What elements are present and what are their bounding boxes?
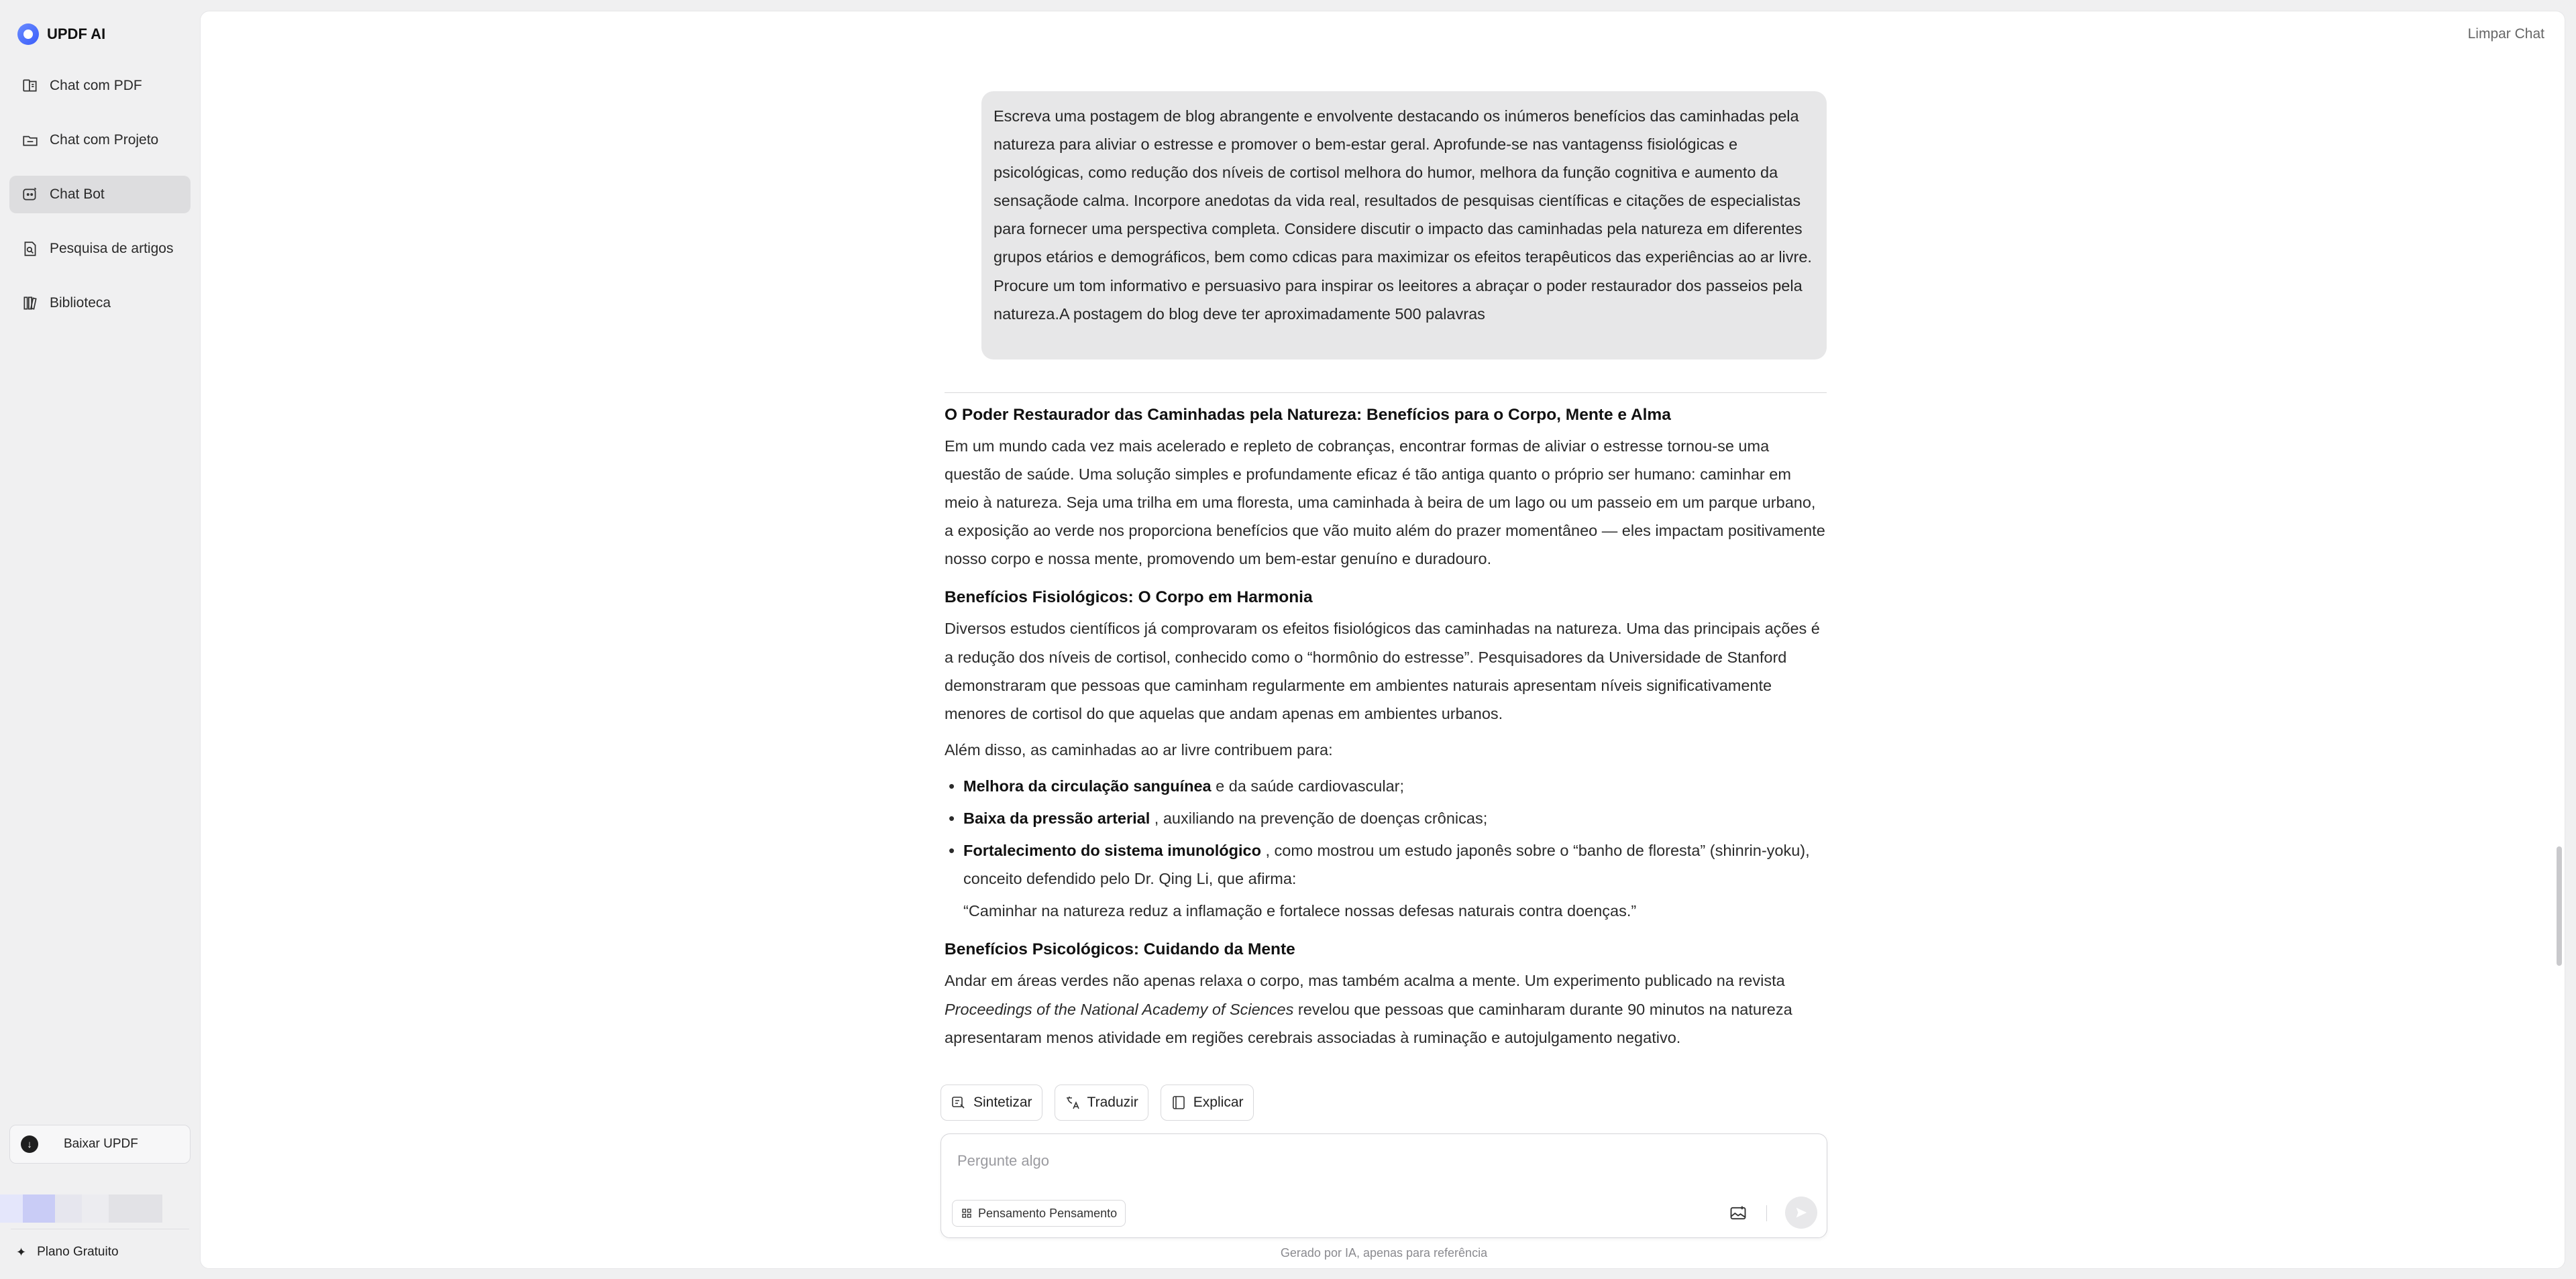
- ai-answer: [945, 398, 1829, 1060]
- sidebar-item-label: Biblioteca: [50, 295, 111, 311]
- section-heading: Benefícios Fisiológicos: O Corpo em Harmonia: [945, 588, 1313, 607]
- plan-link[interactable]: [16, 1245, 119, 1260]
- scrollbar[interactable]: [2557, 846, 2562, 966]
- list-item: • Melhora da circulação sanguínea e da saúde cardiovascular;: [945, 772, 1829, 800]
- sparkle-icon: ✦: [16, 1245, 27, 1259]
- send-icon: [1794, 1205, 1809, 1220]
- download-icon: ↓: [21, 1135, 38, 1153]
- list-item: • Fortalecimento do sistema imunológico , como mostrou um estudo japonês sobre o “banho de floresta” (shinrin-yoku), conceito defendido pelo Dr. Qing Li, que afirma:: [945, 836, 1829, 893]
- sidebar-item-library[interactable]: [9, 284, 191, 322]
- document-search-icon: [21, 240, 39, 258]
- library-icon: [21, 294, 39, 312]
- answer-paragraph: Andar em áreas verdes não apenas relaxa o corpo, mas também acalma a mente. Um experimento publicado na revista Proceedings of the National Academy of Sciences revelou que pessoas que caminharam durante 90 minutos na natureza apresentaram menos atividade em regiões cerebrais associadas à ruminação e autojulgamento negativo.: [945, 972, 1792, 1046]
- input-separator: [1766, 1205, 1767, 1221]
- download-label: Baixar UPDF: [64, 1137, 138, 1151]
- sidebar-item-label: Chat com PDF: [50, 78, 142, 93]
- grid-icon: [961, 1207, 973, 1219]
- section-heading: Benefícios Psicológicos: Cuidando da Mente: [945, 940, 1295, 959]
- composer: [941, 1133, 1827, 1238]
- sidebar-nav: [9, 67, 191, 339]
- sidebar-item-label: Pesquisa de artigos: [50, 241, 174, 256]
- clear-chat-button[interactable]: Limpar Chat: [2467, 26, 2544, 42]
- list-item: • Baixa da pressão arterial , auxiliando na prevenção de doenças crônicas;: [945, 804, 1829, 832]
- sidebar: [0, 0, 200, 1279]
- sidebar-item-label: Chat Bot: [50, 186, 105, 202]
- quote: “Caminhar na natureza reduz a inflamação e fortalece nossas defesas naturais contra doenças.”: [963, 902, 1637, 920]
- explain-icon: [1171, 1095, 1187, 1111]
- answer-paragraph: Diversos estudos científicos já comprovaram os efeitos fisiológicos das caminhadas na natureza. Uma das principais ações é a redução dos níveis de cortisol, conhecido como o “hormônio do estresse”. Pesquisadores da Universidade de Stanford demonstraram que pessoas que caminham regularmente em ambientes naturais apresentam níveis significativamente menores de cortisol do que aquelas que andam apenas em ambientes urbanos.: [945, 620, 1820, 722]
- sidebar-item-chat-project[interactable]: [9, 121, 191, 159]
- brand[interactable]: [17, 23, 105, 46]
- send-button[interactable]: [1785, 1197, 1817, 1229]
- answer-paragraph: Além disso, as caminhadas ao ar livre contribuem para:: [945, 740, 1333, 759]
- folder-chat-icon: [21, 131, 39, 149]
- translate-icon: [1065, 1095, 1081, 1111]
- sidebar-item-chat-pdf[interactable]: [9, 67, 191, 105]
- message-divider: [945, 392, 1827, 393]
- answer-title: O Poder Restaurador das Caminhadas pela Natureza: Benefícios para o Corpo, Mente e Alma: [945, 406, 1671, 424]
- thinking-toggle[interactable]: Pensamento Pensamento: [952, 1200, 1126, 1227]
- book-open-icon: [21, 77, 39, 95]
- image-upload-icon[interactable]: [1726, 1201, 1750, 1225]
- answer-intro: Em um mundo cada vez mais acelerado e repleto de cobranças, encontrar formas de aliviar o estresse tornou-se uma questão de saúde. Uma solução simples e profundamente eficaz é tão antiga quanto o próprio ser humano: caminhar em meio à natureza. Seja uma trilha em uma floresta, uma caminhada à beira de um lago ou um passeio em um parque urbano, a exposição ao verde nos proporciona benefícios que vão muito além do prazer momentâneo — eles impactam positivamente nosso corpo e nossa mente, promovendo um bem-estar genuíno e duradouro.: [945, 437, 1825, 568]
- updf-logo-icon: [17, 23, 39, 45]
- explain-button[interactable]: Explicar: [1161, 1085, 1254, 1121]
- sidebar-item-label: Chat com Projeto: [50, 132, 159, 148]
- app-name: UPDF AI: [47, 25, 106, 42]
- download-updf-button[interactable]: [9, 1125, 191, 1164]
- sidebar-item-article-search[interactable]: [9, 230, 191, 268]
- user-message-bubble: Escreva uma postagem de blog abrangente e envolvente destacando os inúmeros benefícios das caminhadas pela natureza para aliviar o estresse e promover o bem-estar geral. Aprofunde-se nas vantagenss fisiológicas e psicológicas, como redução dos níveis de cortisol melhora do humor, melhora da função cognitiva e aumento da sensaçãode calma. Incorpore anedotas da vida real, resultados de pesquisas científicas e citações de especialistas para fornecer uma perspectiva completa. Considere discutir o impacto das caminhadas pela natureza em diferentes grupos etários e demográficos, bem como cdicas para maximizar os efeitos terapêuticos das experiências ao ar livre. Procure um tom informativo e persuasivo para inspirar os leeitores a abraçar o poder restaurador dos passeios pela natureza.A postagem do blog deve ter aproximadamente 500 palavras: [981, 91, 1827, 359]
- chat-bot-icon: [21, 186, 39, 203]
- plan-label: Plano Gratuito: [37, 1245, 119, 1259]
- ai-disclaimer: Gerado por IA, apenas para referência: [1280, 1246, 1488, 1260]
- question-input[interactable]: [957, 1148, 1762, 1174]
- summarize-button[interactable]: Sintetizar: [941, 1085, 1042, 1121]
- benefits-list: [945, 772, 1829, 893]
- sidebar-item-chat-bot[interactable]: [9, 176, 191, 213]
- translate-button[interactable]: Traduzir: [1055, 1085, 1148, 1121]
- user-account-blurred[interactable]: [0, 1194, 162, 1223]
- summarize-icon: [951, 1095, 967, 1111]
- quick-actions: [941, 1085, 1254, 1121]
